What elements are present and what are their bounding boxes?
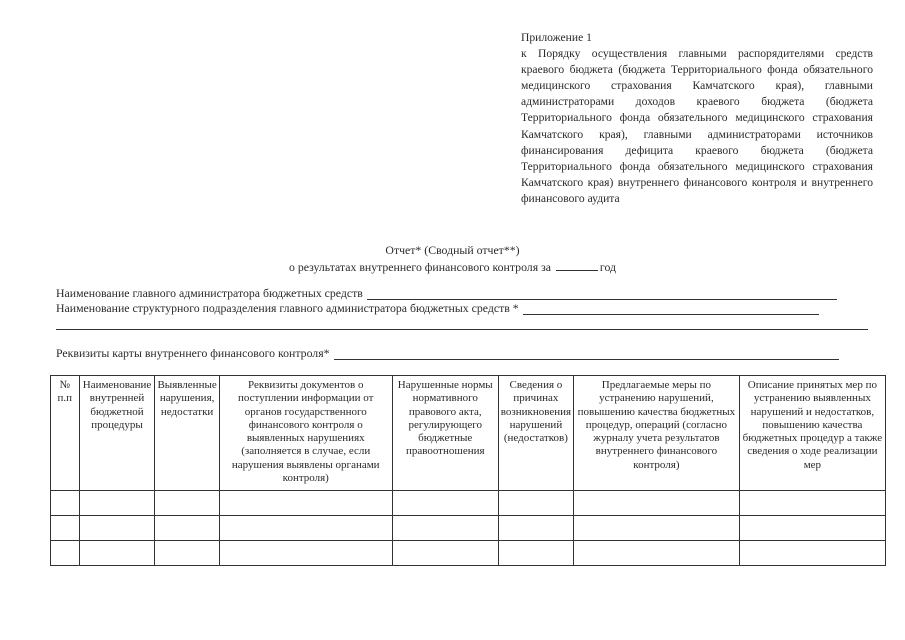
report-title: Отчет* (Сводный отчет**)	[385, 243, 520, 257]
table-cell[interactable]	[219, 491, 392, 516]
table-row	[51, 541, 886, 566]
table-cell[interactable]	[51, 491, 80, 516]
table-cell[interactable]	[219, 541, 392, 566]
division-name-field[interactable]	[523, 303, 819, 315]
appendix-block	[521, 30, 873, 207]
division-name-row	[56, 301, 819, 315]
table-cell[interactable]	[155, 541, 219, 566]
table-cell[interactable]	[79, 516, 155, 541]
year-blank[interactable]	[556, 259, 598, 271]
table-header-row	[51, 376, 886, 491]
appendix-text: к Порядку осуществления главными распорядителями средств краевого бюджета (бюджета Территориального фонда обязательного медицинского страхования Камчатского края), главными администраторами доходов краевого бюджета (бюджета Территориального фонда обязательного медицинского страхования Камчатского края), главными администраторами источников финансирования дефицита краевого бюджета (бюджета Территориального фонда обязательного медицинского страхования Камчатского края) внутреннего финансового контроля и внутреннего финансового аудита	[521, 47, 873, 205]
col-header-proposed-measures: Предлагаемые меры по устранению нарушений, повышению качества бюджетных процедур, операций (согласно журналу учета результатов внутреннего финансового контроля)	[574, 376, 740, 491]
report-subtitle	[0, 259, 905, 275]
division-name-label: Наименование структурного подразделения главного администратора бюджетных средств *	[56, 301, 519, 315]
division-name-continuation-line[interactable]	[56, 329, 868, 330]
table-row	[51, 516, 886, 541]
table-cell[interactable]	[574, 541, 740, 566]
table-cell[interactable]	[155, 491, 219, 516]
table-cell[interactable]	[51, 516, 80, 541]
table-cell[interactable]	[392, 516, 498, 541]
table-row	[51, 491, 886, 516]
report-table	[50, 375, 886, 566]
report-subtitle-year: год	[599, 260, 617, 274]
col-header-procedure: Наименование внутренней бюджетной процедуры	[79, 376, 155, 491]
admin-name-field[interactable]	[367, 288, 837, 300]
col-header-document-details: Реквизиты документов о поступлении информации от органов государственного финансового контроля о выявленных нарушениях (заполняется в случае, если нарушения выявлены органами контроля)	[219, 376, 392, 491]
table-cell[interactable]	[392, 541, 498, 566]
col-header-violations: Выявленные нарушения, недостатки	[155, 376, 219, 491]
table-cell[interactable]	[79, 491, 155, 516]
table-cell[interactable]	[574, 516, 740, 541]
table-cell[interactable]	[574, 491, 740, 516]
appendix-title: Приложение 1	[521, 31, 592, 44]
admin-name-row	[56, 286, 837, 300]
card-details-field[interactable]	[334, 348, 839, 360]
table-cell[interactable]	[498, 541, 573, 566]
table-cell[interactable]	[739, 516, 885, 541]
table-cell[interactable]	[739, 491, 885, 516]
admin-name-label: Наименование главного администратора бюджетных средств	[56, 286, 363, 300]
table-cell[interactable]	[219, 516, 392, 541]
table-cell[interactable]	[79, 541, 155, 566]
table-cell[interactable]	[498, 491, 573, 516]
col-header-causes: Сведения о причинах возникновения нарушений (недостатков)	[498, 376, 573, 491]
card-details-label: Реквизиты карты внутреннего финансового контроля*	[56, 346, 330, 360]
table-cell[interactable]	[51, 541, 80, 566]
table-cell[interactable]	[739, 541, 885, 566]
col-header-violated-norms: Нарушенные нормы нормативного правового акта, регулирующего бюджетные правоотношения	[392, 376, 498, 491]
col-header-number: № п.п	[51, 376, 80, 491]
card-details-row	[56, 346, 839, 360]
col-header-measures-taken: Описание принятых мер по устранению выявленных нарушений и недостатков, повышению качества бюджетных процедур а также сведения о ходе реализации мер	[739, 376, 885, 491]
table-cell[interactable]	[498, 516, 573, 541]
table-cell[interactable]	[155, 516, 219, 541]
report-subtitle-text: о результатах внутреннего финансового контроля за	[288, 260, 551, 274]
table-cell[interactable]	[392, 491, 498, 516]
